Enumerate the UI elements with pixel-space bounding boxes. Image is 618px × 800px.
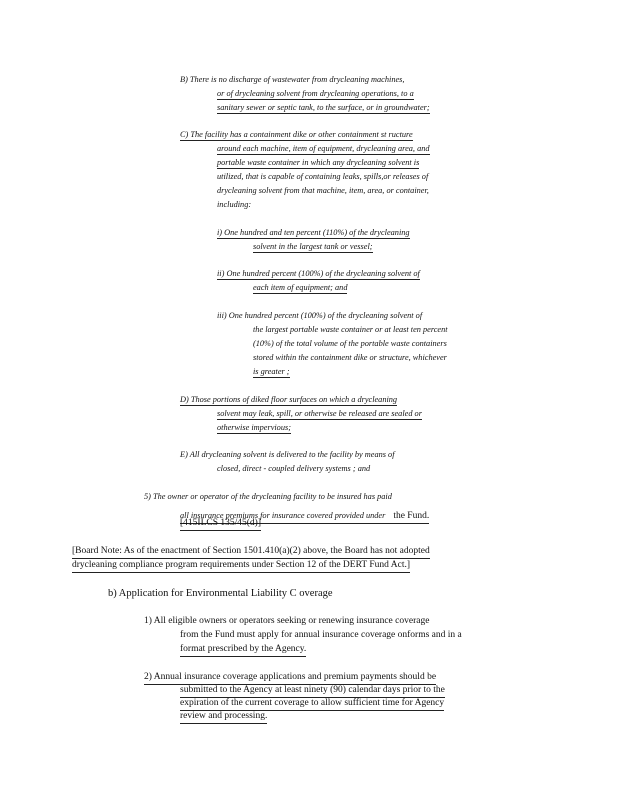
item-c-line-2: around each machine, item of equipment, drycleaning area, and <box>217 145 430 155</box>
item-5-line-2-italic: all insurance premiums for insurance covered provided under <box>180 511 386 520</box>
item-b1-line-2: from the Fund must apply for annual insurance coverage onforms and in a <box>180 630 462 640</box>
item-c-iii-line-1: iii) One hundred percent (100%) of the drycleaning solvent of <box>217 311 423 320</box>
item-c-i-line-2: solvent in the largest tank or vessel; <box>253 243 373 253</box>
item-d-line-3: otherwise impervious; <box>217 424 291 434</box>
item-c-line-4: utilized, that is capable of containing leaks, spills,or releases of <box>217 172 429 181</box>
board-note-line-2: drycleaning compliance program requirements under Section 12 of the DERT Fund Act.] <box>72 561 410 573</box>
item-c-iii-line-5: is greater ; <box>253 368 290 378</box>
item-c-iii-line-2: the largest portable waste container or at least ten percent <box>253 325 448 334</box>
item-c-line-6: including: <box>217 200 252 209</box>
item-b1-line-3: format prescribed by the Agency. <box>180 645 306 657</box>
item-b2-line-4: review and processing. <box>180 712 267 724</box>
item-b-line-1: B) There is no discharge of wastewater from drycleaning machines, <box>180 75 405 84</box>
item-5-line-2-tail: the Fund. <box>393 511 430 521</box>
item-c-line-1: C) The facility has a containment dike or other containment st ructure <box>180 131 413 141</box>
item-b-line-3: sanitary sewer or septic tank, to the surface, or in groundwater; <box>217 104 430 114</box>
item-d-line-1: D) Those portions of diked floor surfaces on which a drycleaning <box>180 396 397 406</box>
item-c-line-5: drycleaning solvent from that machine, item, area, or container, <box>217 186 429 195</box>
item-c-iii-line-4: stored within the containment dike or structure, whichever <box>253 353 447 362</box>
item-e-line-1: E) All drycleaning solvent is delivered to the facility by means of <box>180 450 395 459</box>
item-c-iii-line-3: (10%) of the total volume of the portable waste containers <box>253 339 447 348</box>
item-d-line-2: solvent may leak, spill, or otherwise be released are sealed or <box>217 410 422 420</box>
item-e-line-2: closed, direct - coupled delivery systems ; and <box>217 464 371 473</box>
item-b1-line-1: 1) All eligible owners or operators seeking or renewing insurance coverage <box>144 616 430 626</box>
section-b-heading: b) Application for Environmental Liability C overage <box>108 588 333 599</box>
item-c-ii-line-1: ii) One hundred percent (100%) of the drycleaning solvent of <box>217 270 420 280</box>
item-5-line-1: 5) The owner or operator of the drycleaning facility to be insured has paid <box>144 492 392 501</box>
board-note-line-1: [Board Note: As of the enactment of Section 1501.410(a)(2) above, the Board has not adopted <box>72 547 430 559</box>
item-b2-line-3: expiration of the current coverage to allow sufficient time for Agency <box>180 699 444 711</box>
item-b2-line-1: 2) Annual insurance coverage applications and premium payments should be <box>144 673 436 685</box>
item-c-line-3: portable waste container in which any drycleaning solvent is <box>217 159 419 169</box>
item-c-i-line-1: i) One hundred and ten percent (110%) of the drycleaning <box>217 229 410 239</box>
item-5-citation: [415ILCS 135/45(d)] <box>180 519 261 531</box>
item-c-ii-line-2: each item of equipment; and <box>253 284 347 294</box>
item-b2-line-2: submitted to the Agency at least ninety (90) calendar days prior to the <box>180 686 445 698</box>
item-b-line-2: or of drycleaning solvent from drycleaning operations, to a <box>217 90 414 100</box>
